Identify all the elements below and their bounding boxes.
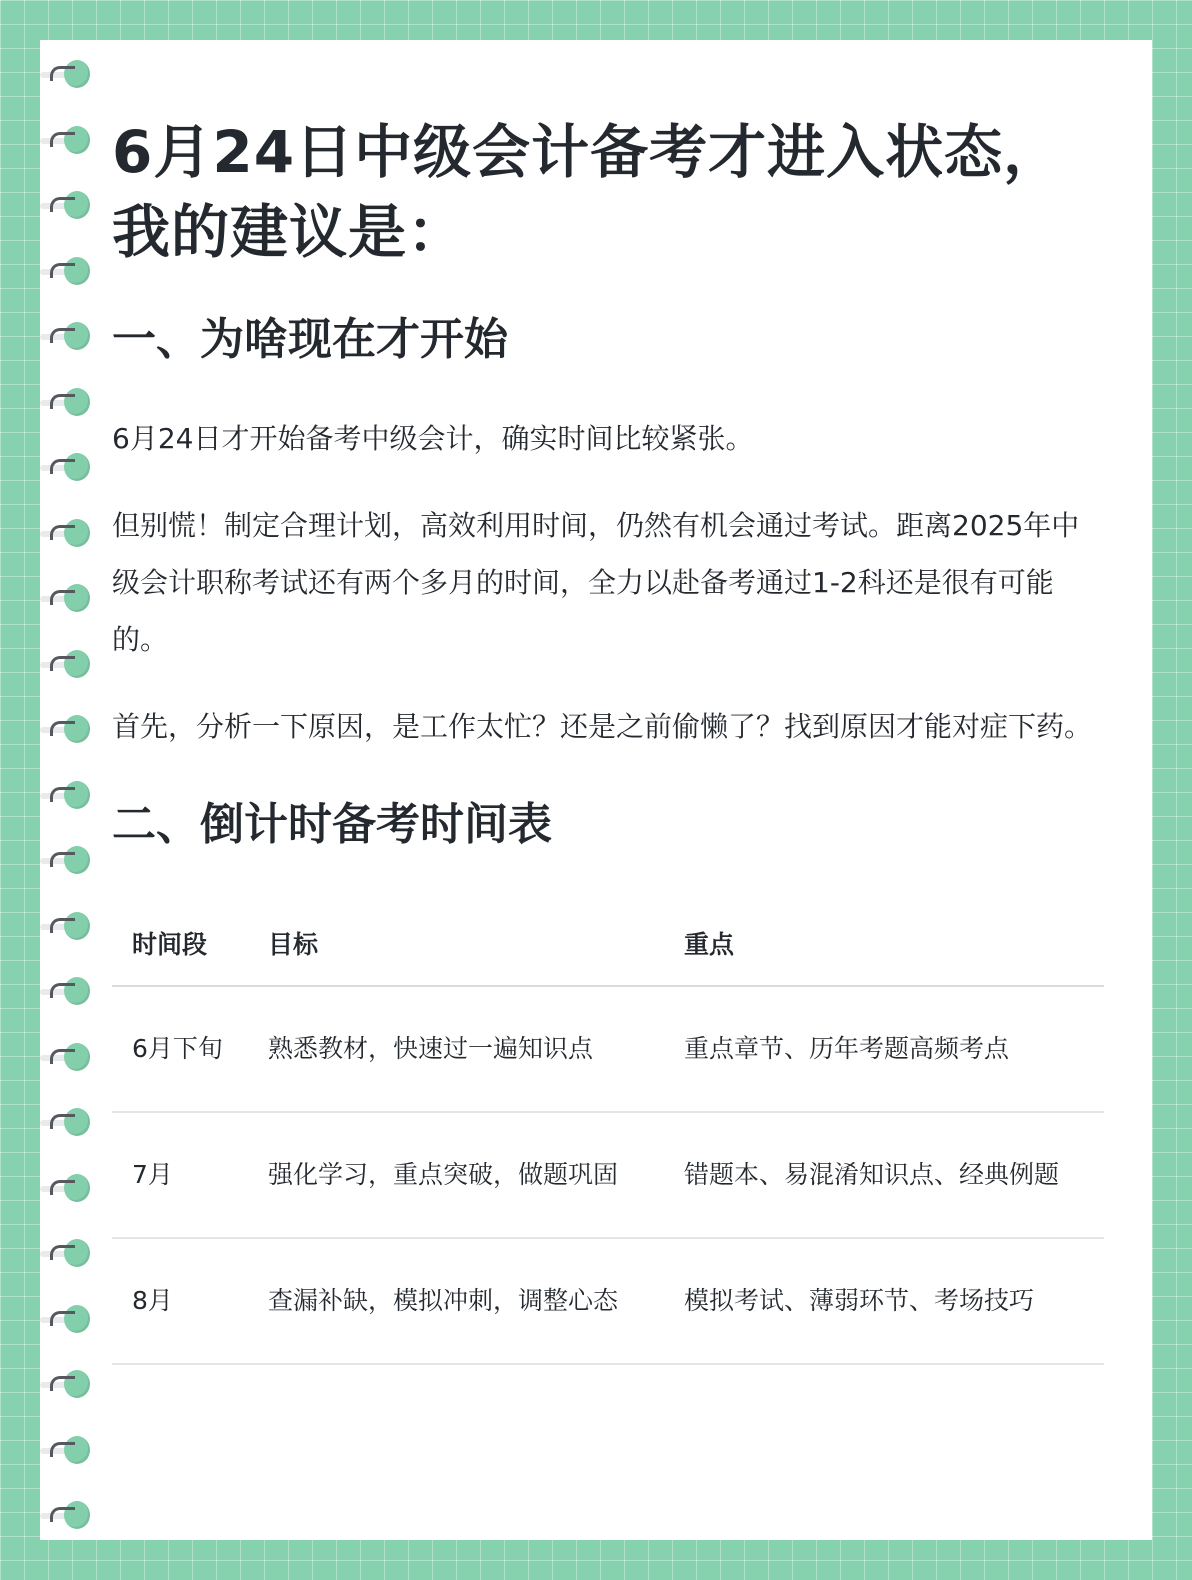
paragraph-2: 但别慌！制定合理计划，高效利用时间，仍然有机会通过考试。距离2025年中级会计职称考试还有两个多月的时间，全力以赴备考通过1-2科还是很有可能的。 [112,509,1080,656]
table-row [112,1238,1104,1364]
cell-goal: 熟悉教材，快速过一遍知识点 [248,986,664,1112]
column-header-goal: 目标 [248,901,664,986]
cell-goal: 查漏补缺，模拟冲刺，调整心态 [248,1238,664,1364]
schedule-table [112,901,1104,1365]
paragraph-3: 首先，分析一下原因，是工作太忙？还是之前偷懒了？找到原因才能对症下药。 [112,710,1093,743]
cell-period: 6月下旬 [112,986,248,1112]
table-row [112,986,1104,1112]
paragraph-1: 6月24日才开始备考中级会计，确实时间比较紧张。 [112,422,754,455]
section-heading-2: 二、倒计时备考时间表 [112,799,552,850]
column-header-period: 时间段 [112,901,248,986]
cell-focus: 模拟考试、薄弱环节、考场技巧 [664,1238,1104,1364]
cell-goal: 强化学习，重点突破，做题巩固 [248,1112,664,1238]
cell-period: 7月 [112,1112,248,1238]
section-heading-1: 一、为啥现在才开始 [112,314,508,365]
page-title: 6月24日中级会计备考才进入状态，我的建议是： [112,118,1063,266]
article-content [112,112,1104,1365]
table-row [112,1112,1104,1238]
column-header-focus: 重点 [664,901,1104,986]
cell-focus: 错题本、易混淆知识点、经典例题 [664,1112,1104,1238]
cell-focus: 重点章节、历年考题高频考点 [664,986,1104,1112]
cell-period: 8月 [112,1238,248,1364]
table-header-row [112,901,1104,986]
